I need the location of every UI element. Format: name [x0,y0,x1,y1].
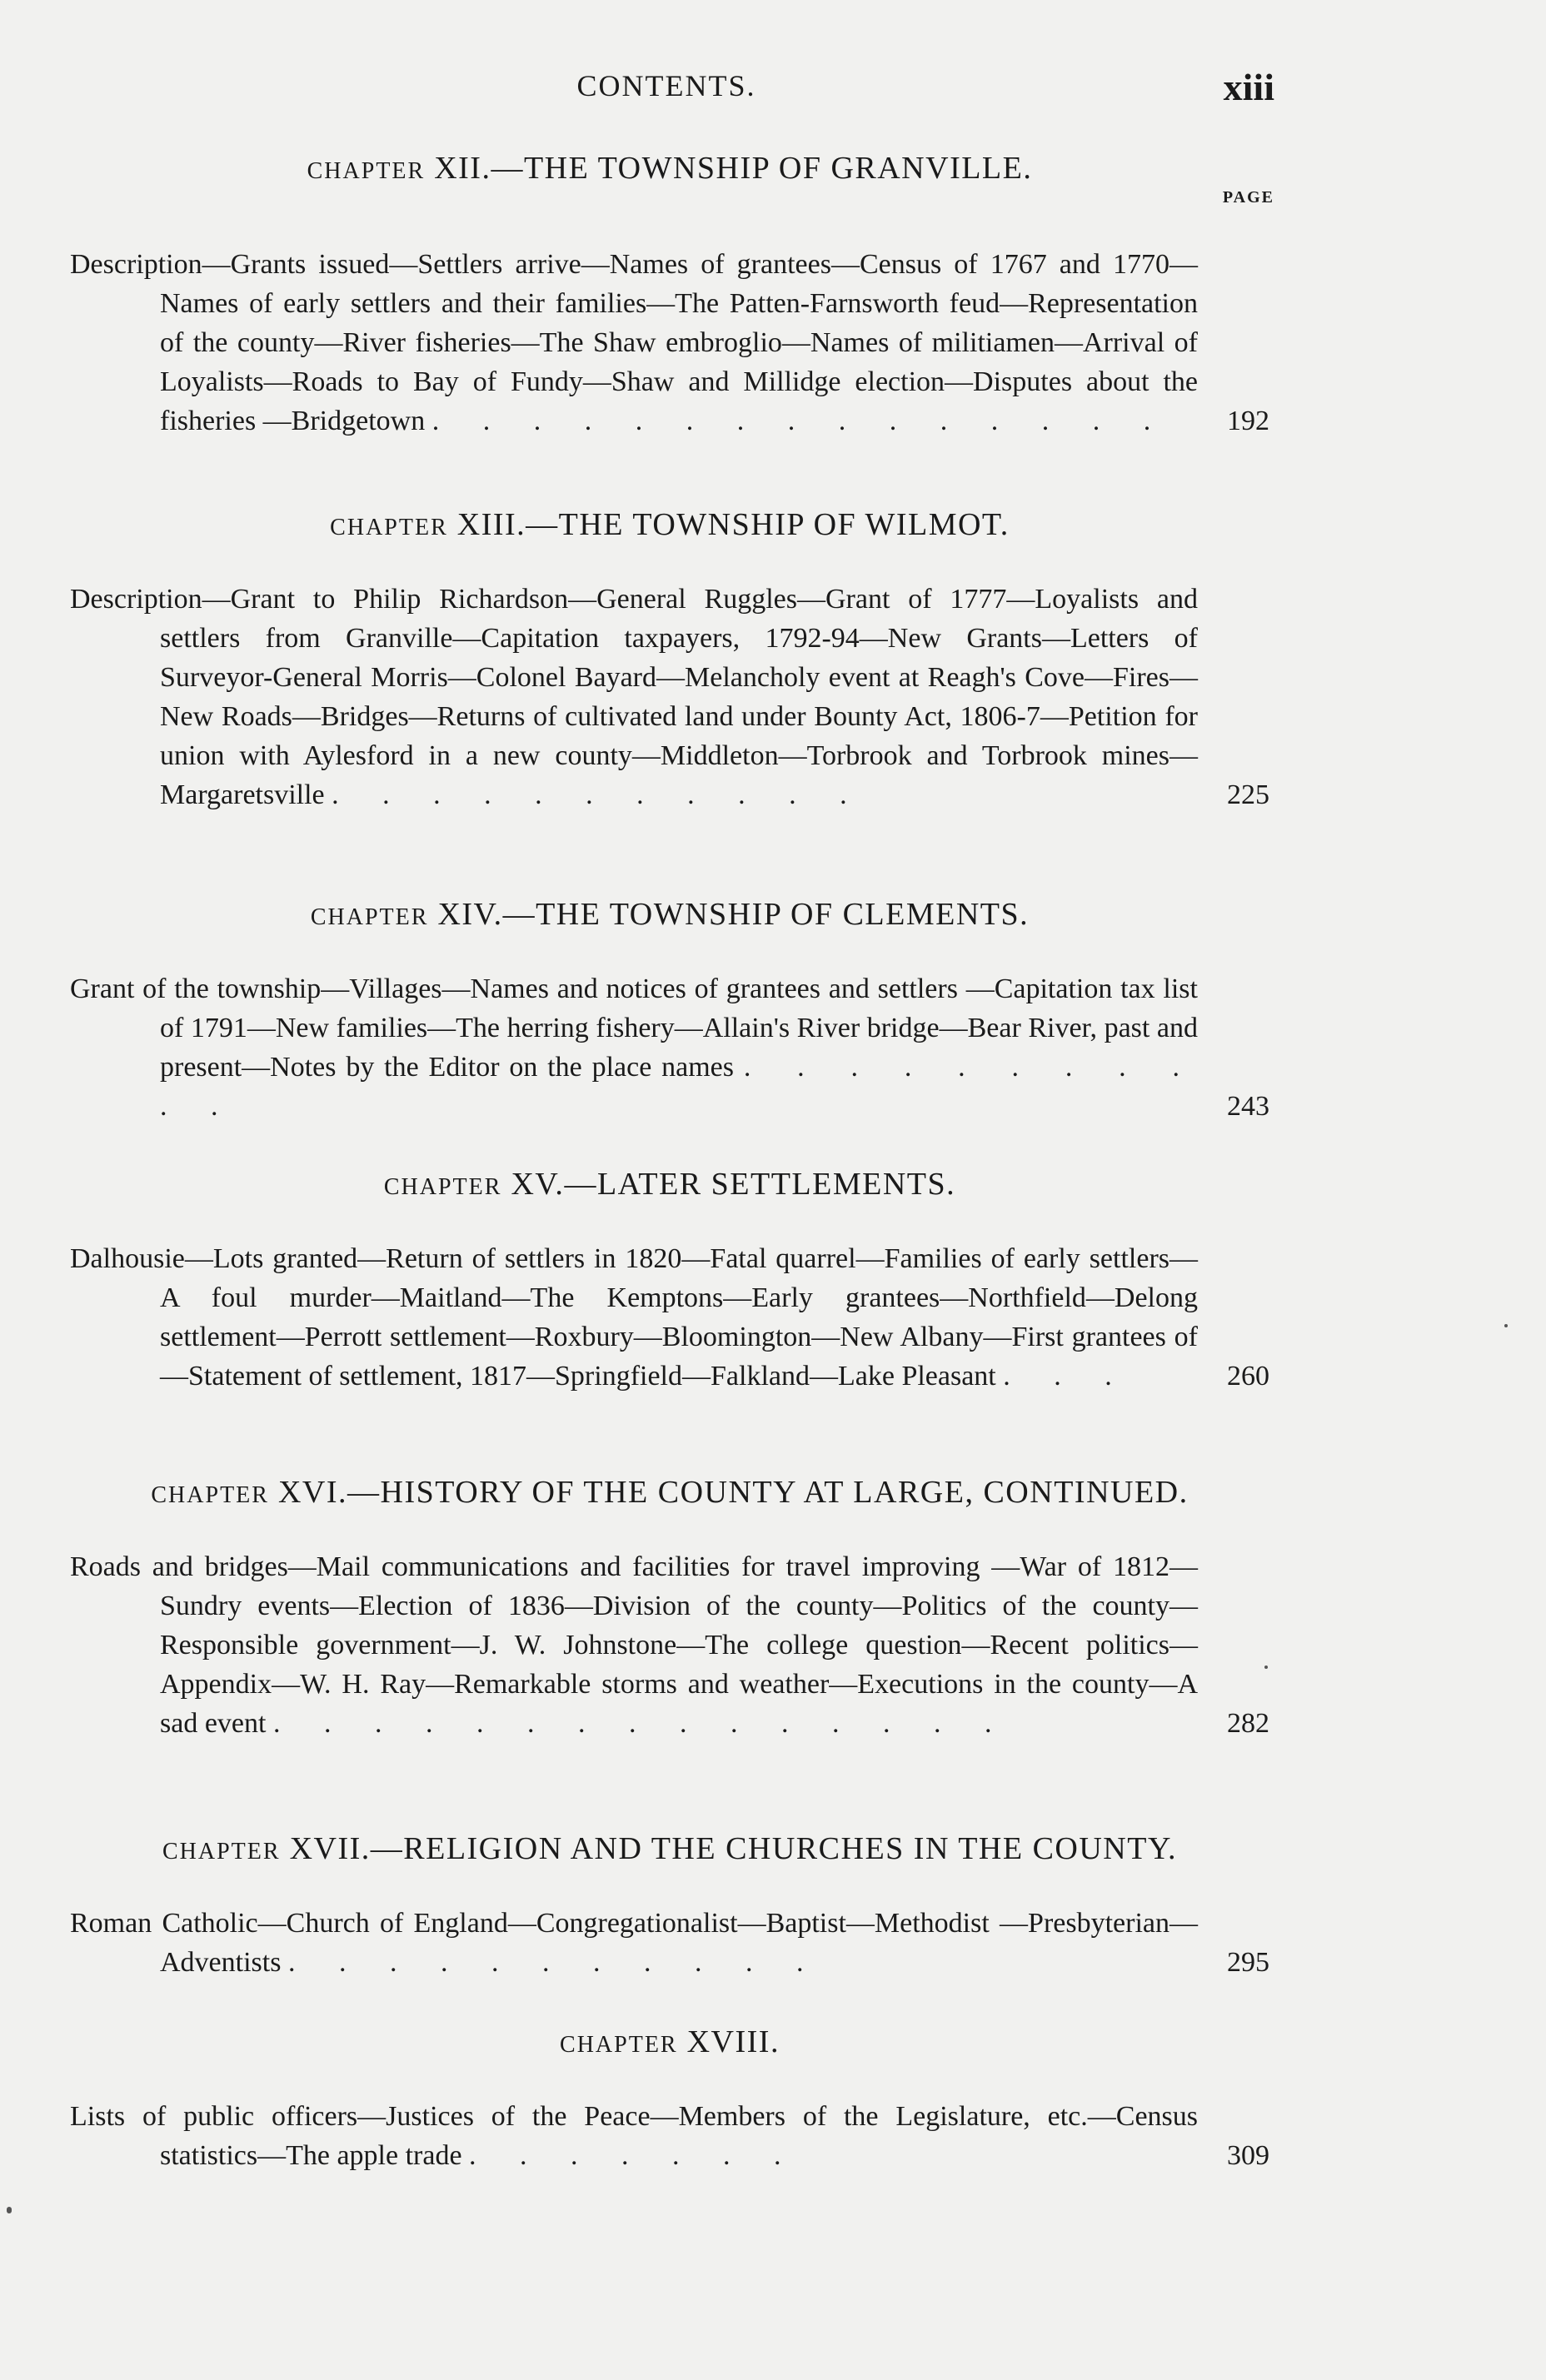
chapter-number: XV. [511,1167,565,1202]
dot-leader: . . . . . . . . . . . [332,779,865,810]
entry-text [70,1904,1269,1982]
chapter-xv [70,1166,1269,1396]
scan-speck [1264,1666,1268,1669]
chapter-prefix: CHAPTER [383,1174,502,1200]
page-number: 225 [1227,779,1269,810]
chapter-entry [70,580,1269,814]
entry-text [70,245,1269,441]
chapter-heading [70,506,1269,543]
chapter-heading [70,1830,1269,1867]
chapter-number: XVII. [289,1831,371,1866]
chapter-number: XVI. [277,1475,347,1510]
chapter-xiii [70,506,1269,814]
chapter-prefix: CHAPTER [307,158,426,184]
chapter-prefix: CHAPTER [560,2032,678,2058]
entry-description: Lists of public officers—Justices of the Peace—Members of the Legislature, etc.—Census statistics—The apple trade [70,2101,1198,2171]
chapter-entry [70,245,1269,441]
chapter-prefix: CHAPTER [330,515,448,540]
dot-leader: . . . . . . . . . . . . . . . [272,1708,1010,1739]
running-head [0,68,1546,118]
chapter-xviii [70,2024,1269,2175]
chapter-heading [70,896,1269,933]
page-number: 309 [1227,2140,1269,2171]
page-number: 260 [1227,1361,1269,1392]
chapter-title: —RELIGION AND THE CHURCHES IN THE COUNTY. [370,1831,1177,1866]
entry-text [70,2097,1269,2175]
chapter-entry [70,1904,1269,1982]
chapter-heading [70,2024,1269,2060]
chapter-prefix: CHAPTER [151,1482,269,1508]
chapter-xiv [70,896,1269,1126]
page-number: 192 [1227,406,1269,436]
chapter-entry [70,969,1269,1126]
chapter-entry [70,2097,1269,2175]
page-folio: xiii [1223,66,1274,108]
chapter-title: —LATER SETTLEMENTS. [564,1167,956,1202]
dot-leader: . . . . . . . . . . . [160,1052,1199,1122]
chapter-number: XII. [434,151,491,186]
chapter-xii [70,150,1269,441]
running-title: CONTENTS. [576,69,756,102]
dot-leader: . . . . . . . [469,2140,800,2171]
entry-text [70,580,1269,814]
scan-speck [1504,1324,1508,1327]
entry-description: Grant of the township—Villages—Names and notices of grantees and settlers —Capitation tax list of 1791—New families—The herring fishery—Allain's River bridge—Bear River, past and present—Notes by the Editor on the place names [70,973,1198,1083]
chapter-heading [70,150,1269,187]
entry-text [70,1239,1269,1396]
entry-text [70,1547,1269,1743]
entry-description: Roman Catholic—Church of England—Congregationalist—Baptist—Methodist —Presbyterian—Adventists [70,1908,1198,1978]
chapter-heading [70,1474,1269,1511]
chapter-prefix: CHAPTER [162,1839,281,1865]
chapter-heading [70,1166,1269,1202]
chapter-number: XIII. [456,507,526,542]
page-number: 295 [1227,1947,1269,1978]
dot-leader: . . . . . . . . . . . . . . . [431,406,1169,436]
entry-description: Dalhousie—Lots granted—Return of settlers in 1820—Fatal quarrel—Families of early settlers—A foul murder—Maitland—The Kemptons—Early grantees—Northfield—Delong settlement—Perrott settlement—Roxbury—Bloomington—New Albany—First grantees of—Statement of settlement, 1817—Springfield—Falkland—Lake Pleasant [70,1243,1198,1392]
entry-description: Description—Grant to Philip Richardson—General Ruggles—Grant of 1777—Loyalists and settlers from Granville—Capitation taxpayers, 1792-94—New Grants—Letters of Surveyor-General Morris—Colonel Bayard—Melancholy event at Reagh's Cove—Fires—New Roads—Bridges—Returns of cultivated land under Bounty Act, 1806-7—Petition for union with Aylesford in a new county—Middleton—Torbrook and Torbrook mines—Margaretsville [70,584,1198,810]
chapter-title: —HISTORY OF THE COUNTY AT LARGE, CONTINUED. [347,1475,1189,1510]
chapter-number: XVIII. [686,2024,780,2059]
dot-leader: . . . . . . . . . . . [287,1947,822,1978]
chapter-entry [70,1239,1269,1396]
scan-speck [7,2207,12,2213]
chapter-prefix: CHAPTER [310,904,429,930]
chapter-title: —THE TOWNSHIP OF CLEMENTS. [502,897,1030,932]
dot-leader: . . . [1003,1361,1130,1392]
page-column-label: PAGE [1222,188,1274,207]
entry-description: Description—Grants issued—Settlers arrive—Names of grantees—Census of 1767 and 1770—Names of early settlers and their families—The Patten-Farnsworth feud—Representation of the county—River fisheries—The Shaw embroglio—Names of militiamen—Arrival of Loyalists—Roads to Bay of Fundy—Shaw and Millidge election—Disputes about the fisheries —Bridgetown [70,249,1198,436]
page-number: 243 [1227,1091,1269,1122]
chapter-xvi [70,1474,1269,1743]
chapter-title: —THE TOWNSHIP OF WILMOT. [526,507,1010,542]
chapter-xvii [70,1830,1269,1982]
chapter-title: —THE TOWNSHIP OF GRANVILLE. [491,151,1033,186]
entry-description: Roads and bridges—Mail communications and facilities for travel improving —War of 1812—Sundry events—Election of 1836—Division of the county—Politics of the county—Responsible government—J. W. Johnstone—The college question—Recent politics—Appendix—W. H. Ray—Remarkable storms and weather—Executions in the county—A sad event [70,1551,1198,1739]
entry-text [70,969,1269,1126]
chapter-entry [70,1547,1269,1743]
chapter-number: XIV. [437,897,503,932]
page-number: 282 [1227,1708,1269,1739]
